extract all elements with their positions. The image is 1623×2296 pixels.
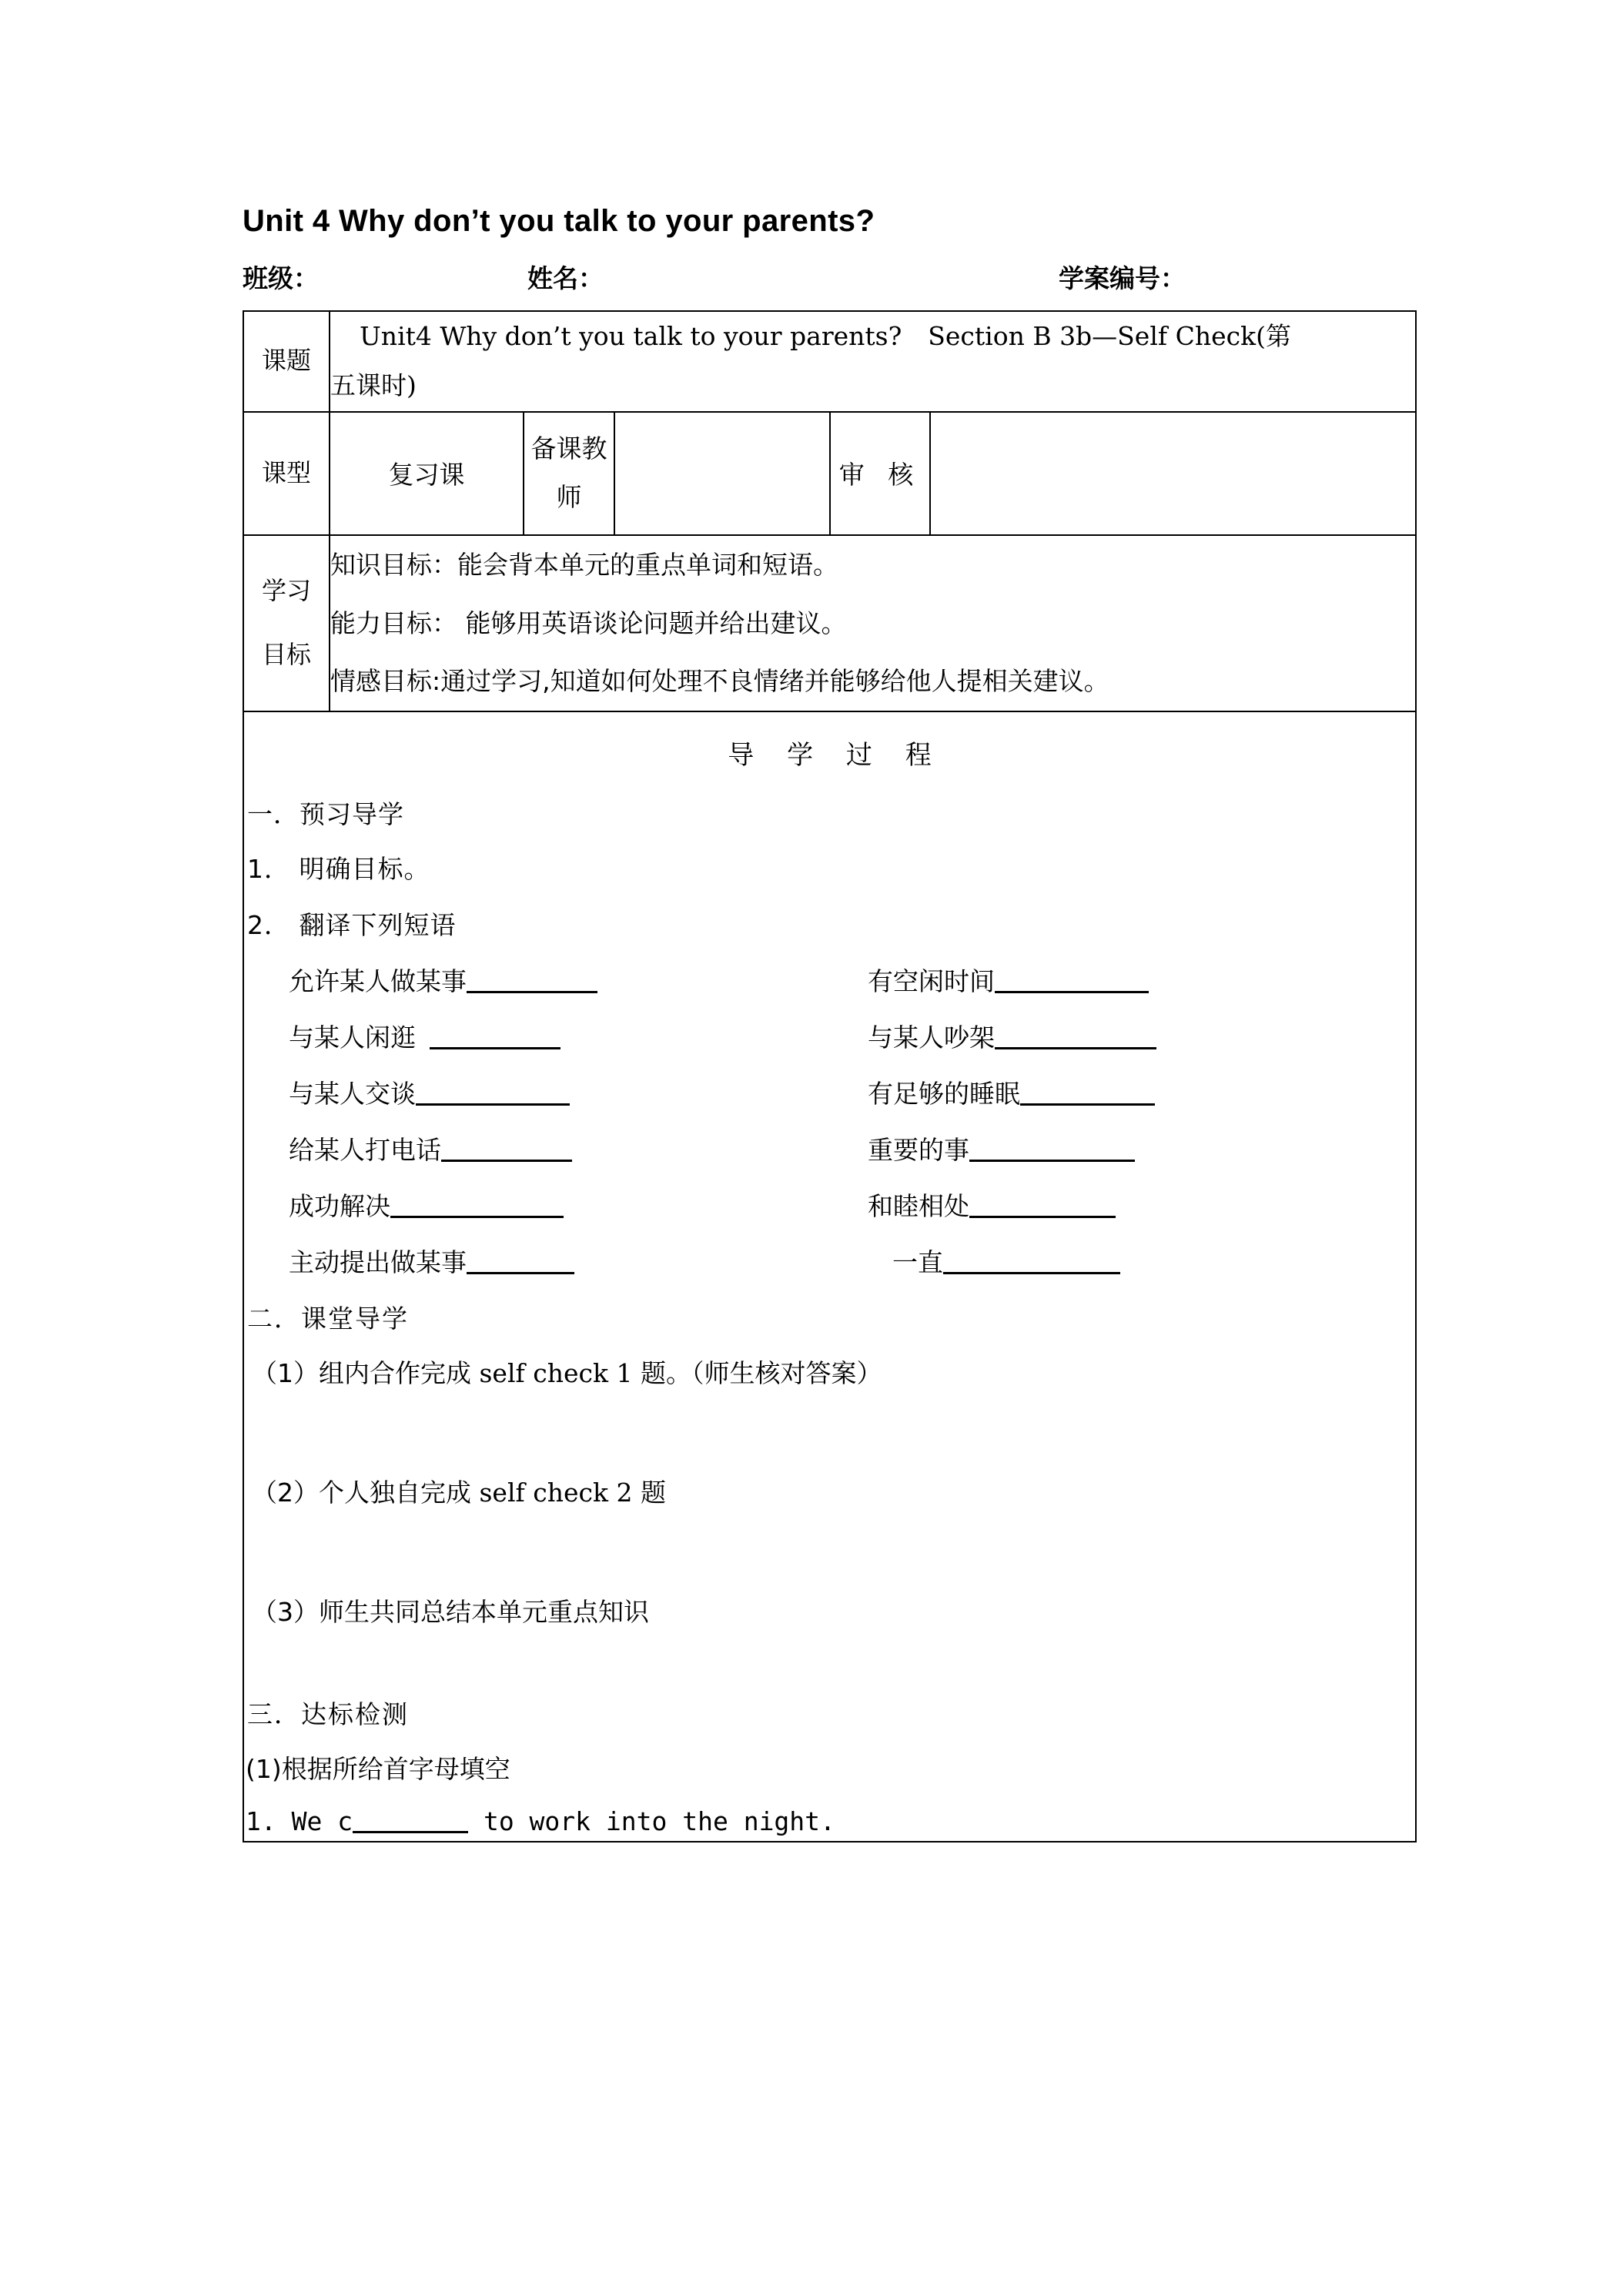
phrase-left-text: 与某人闲逛 <box>289 1022 416 1053</box>
class-label: 班级： <box>243 263 319 293</box>
activity-item-2 <box>252 1473 1415 1509</box>
phrase-left <box>244 1130 852 1166</box>
activity-spacer-3 <box>244 1645 1415 1695</box>
phrase-right <box>852 1186 1415 1223</box>
section-three-heading: 三．达标检测 <box>247 1699 409 1730</box>
phrase-left-text: 与某人交谈 <box>289 1079 416 1110</box>
phrase-left <box>244 962 852 998</box>
activity-spacer-1 <box>244 1407 1415 1473</box>
phrase-left <box>244 1243 852 1279</box>
phrase-right <box>852 962 1415 998</box>
phrase-left <box>244 1074 852 1110</box>
objectives-label-line2: 目标 <box>261 640 311 670</box>
phrase-left-text: 成功解决 <box>289 1191 390 1222</box>
section-three-sub: (1)根据所给首字母填空 <box>246 1754 510 1785</box>
phrase-row <box>244 1074 1415 1110</box>
section-one-step1: 1． 明确目标。 <box>247 854 430 885</box>
activity-item-1 <box>252 1354 1415 1390</box>
objectives-list <box>330 535 1416 712</box>
phrase-row <box>244 1130 1415 1166</box>
objectives-label <box>243 535 330 712</box>
activity-2-prefix: （2）个人独自完成 <box>252 1478 480 1508</box>
check-q1-prefix: 1. We c <box>246 1806 353 1837</box>
objectives-label-line1: 学习 <box>261 576 311 606</box>
phrase-right-text: 重要的事 <box>868 1135 969 1166</box>
process-body <box>243 711 1416 1842</box>
audit-value[interactable] <box>930 412 1416 535</box>
phrase-right-blank[interactable] <box>995 1021 1156 1050</box>
phrase-left <box>244 1018 852 1054</box>
section-one-heading: 一．预习导学 <box>247 799 404 830</box>
topic-value <box>330 311 1416 412</box>
phrase-left-text: 允许某人做某事 <box>289 966 467 997</box>
activity-2-suffix: 题 <box>632 1478 666 1508</box>
topic-text-part1: Unit4 Why don’t you talk to your parents? <box>360 320 902 351</box>
phrase-left-text: 给某人打电话 <box>289 1135 441 1166</box>
table-row-course-type <box>243 412 1416 535</box>
activity-1-suffix: 题。（师生核对答案） <box>632 1358 882 1389</box>
activity-item-3 <box>252 1592 1415 1628</box>
phrase-right-text: 有空闲时间 <box>868 966 995 997</box>
course-type-value: 复习课 <box>330 412 524 535</box>
course-type-label: 课型 <box>243 412 330 535</box>
phrase-right-blank[interactable] <box>943 1246 1120 1275</box>
phrase-right <box>852 1018 1415 1054</box>
phrase-left-blank[interactable] <box>441 1133 572 1163</box>
topic-text-part2: Section B 3b—Self Check(第 <box>928 320 1291 351</box>
section-two-heading: 二．课堂导学 <box>247 1304 409 1334</box>
check-question-1 <box>246 1806 1415 1836</box>
phrase-left-blank[interactable] <box>430 1021 561 1050</box>
activity-spacer-2 <box>244 1526 1415 1592</box>
phrase-row <box>244 1018 1415 1054</box>
audit-label: 审 核 <box>830 412 930 535</box>
activity-3-prefix: （3）师生共同总结本单元重点知识 <box>252 1597 649 1628</box>
phrase-row <box>244 1186 1415 1223</box>
table-row-process <box>243 711 1416 1842</box>
phrase-left <box>244 1186 852 1223</box>
objective-ability: 能力目标： 能够用英语谈论问题并给出建议。 <box>330 607 847 638</box>
phrase-left-blank[interactable] <box>467 965 597 994</box>
process-heading: 导 学 过 程 <box>728 740 944 771</box>
phrase-right-blank[interactable] <box>969 1133 1135 1163</box>
section-one-step2: 2． 翻译下列短语 <box>247 910 457 941</box>
table-row-objectives <box>243 535 1416 712</box>
activity-1-prefix: （1）组内合作完成 <box>252 1358 480 1389</box>
phrase-right <box>852 1130 1415 1166</box>
phrase-translation-grid <box>244 962 1415 1279</box>
phrase-left-blank[interactable] <box>416 1077 570 1106</box>
sheet-number-label: 学案编号： <box>1059 263 1186 293</box>
activity-2-en: self check 2 <box>479 1478 633 1508</box>
table-row-topic <box>243 311 1416 412</box>
phrase-right <box>852 1074 1415 1110</box>
check-q1-suffix: to work into the night. <box>468 1806 835 1837</box>
activity-1-en: self check 1 <box>479 1358 633 1389</box>
phrase-left-blank[interactable] <box>467 1246 574 1275</box>
phrase-right-text: 一直 <box>892 1247 943 1278</box>
phrase-right-text: 有足够的睡眠 <box>868 1079 1020 1110</box>
phrase-row <box>244 962 1415 998</box>
topic-text-part3: 五课时) <box>330 370 417 401</box>
prep-teacher-value[interactable] <box>614 412 830 535</box>
check-q1-blank[interactable] <box>353 1806 468 1833</box>
prep-teacher-label: 备课教师 <box>524 412 614 535</box>
objective-knowledge: 知识目标：能会背本单元的重点单词和短语。 <box>330 549 838 580</box>
phrase-right-text: 和睦相处 <box>868 1191 969 1222</box>
phrase-right <box>852 1243 1415 1279</box>
page-title: Unit 4 Why don’t you talk to your parents? <box>243 204 875 238</box>
phrase-right-blank[interactable] <box>969 1190 1116 1219</box>
phrase-right-blank[interactable] <box>1020 1077 1155 1106</box>
phrase-left-blank[interactable] <box>390 1190 564 1219</box>
phrase-right-text: 与某人吵架 <box>868 1022 995 1053</box>
topic-label: 课题 <box>243 311 330 412</box>
phrase-row <box>244 1243 1415 1279</box>
phrase-right-blank[interactable] <box>995 965 1149 994</box>
lesson-plan-table <box>243 310 1417 1842</box>
student-name-label: 姓名： <box>527 263 604 293</box>
student-meta-row <box>243 264 1415 293</box>
objective-emotion: 情感目标:通过学习,知道如何处理不良情绪并能够给他人提相关建议。 <box>330 666 1109 697</box>
phrase-left-text: 主动提出做某事 <box>289 1247 467 1278</box>
